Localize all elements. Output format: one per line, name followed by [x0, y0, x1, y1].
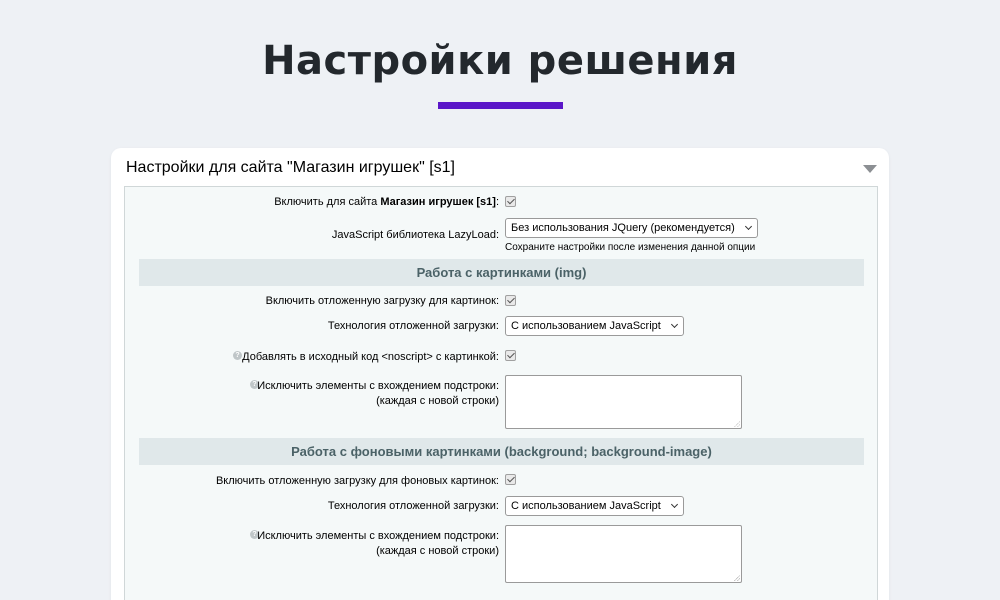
img-enable-checkbox[interactable]: [505, 295, 516, 306]
chevron-down-icon: [745, 223, 752, 230]
bg-exclude-label: Исключить элементы с вхождением подстроки: (каждая с новой строки): [257, 530, 499, 557]
settings-form: [124, 186, 878, 600]
img-enable-label: Включить отложенную загрузку для картинок:: [265, 295, 499, 307]
bg-tech-select[interactable]: С использованием JavaScript: [505, 496, 684, 516]
lazyload-select[interactable]: Без использования JQuery (рекомендуется): [505, 218, 758, 238]
img-noscript-checkbox[interactable]: [505, 350, 516, 361]
bg-tech-label: Технология отложенной загрузки:: [327, 500, 499, 512]
panel-header: Настройки для сайта "Магазин игрушек" [s1]: [126, 159, 455, 176]
bg-exclude-textarea[interactable]: [505, 525, 742, 583]
bg-enable-checkbox[interactable]: [505, 474, 516, 485]
img-tech-select[interactable]: С использованием JavaScript: [505, 316, 684, 336]
help-icon[interactable]: ?: [250, 530, 259, 539]
lazyload-label: JavaScript библиотека LazyLoad:: [331, 229, 499, 241]
triangle-down-icon[interactable]: [863, 165, 877, 173]
help-icon[interactable]: ?: [233, 351, 242, 360]
title-underline: [438, 102, 563, 109]
img-noscript-label: Добавлять в исходный код <noscript> с картинкой:: [242, 351, 499, 363]
settings-panel: [111, 148, 889, 600]
img-tech-label: Технология отложенной загрузки:: [327, 320, 499, 332]
section-bg-title: Работа с фоновыми картинками (background; background-image): [139, 438, 864, 465]
img-exclude-label: Исключить элементы с вхождением подстроки: (каждая с новой строки): [257, 380, 499, 407]
chevron-down-icon: [671, 321, 678, 328]
page-title: Настройки решения: [262, 38, 738, 84]
lazyload-hint: Сохраните настройки после изменения данной опции: [505, 242, 756, 253]
bg-enable-label: Включить отложенную загрузку для фоновых картинок:: [215, 475, 499, 487]
section-img-title: Работа с картинками (img): [139, 259, 864, 286]
img-exclude-textarea[interactable]: [505, 375, 742, 429]
enable-site-label: Включить для сайта Магазин игрушек [s1]:: [274, 196, 499, 208]
help-icon[interactable]: ?: [250, 380, 259, 389]
chevron-down-icon: [671, 501, 678, 508]
enable-site-checkbox[interactable]: [505, 196, 516, 207]
